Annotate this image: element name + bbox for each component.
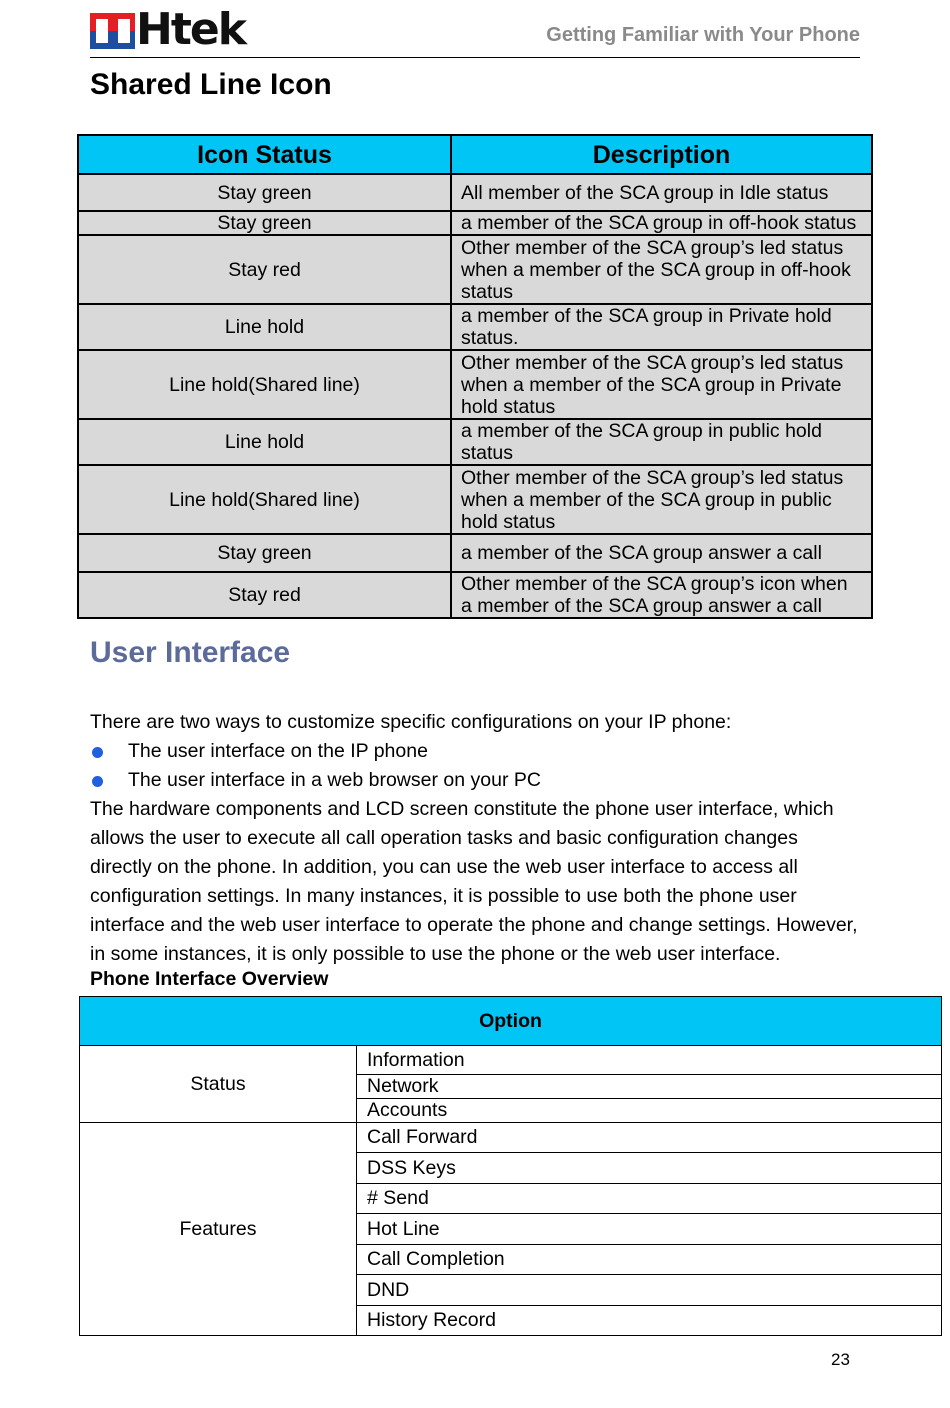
description-cell: Other member of the SCA group’s led status when a member of the SCA group in Private hold status xyxy=(451,350,872,419)
option-cell: Accounts xyxy=(357,1099,942,1123)
table-row xyxy=(78,350,872,419)
group-cell-features: Features xyxy=(80,1123,357,1336)
bullet-text: The user interface in a web browser on your PC xyxy=(128,769,541,791)
htek-logo xyxy=(90,4,260,55)
table-row xyxy=(78,304,872,350)
table-row xyxy=(80,1046,942,1075)
icon-status-cell: Line hold xyxy=(78,304,451,350)
bullet-text: The user interface on the IP phone xyxy=(128,740,428,762)
logo-mark-icon xyxy=(90,13,135,49)
table-row xyxy=(78,419,872,465)
description-cell: Other member of the SCA group’s icon when a member of the SCA group answer a call xyxy=(451,572,872,618)
table-row xyxy=(78,534,872,572)
bullet-dot-icon xyxy=(92,747,103,758)
shared-line-table xyxy=(77,134,873,619)
group-cell-status: Status xyxy=(80,1046,357,1123)
icon-status-cell: Line hold xyxy=(78,419,451,465)
description-cell: Other member of the SCA group’s led status when a member of the SCA group in public hold status xyxy=(451,465,872,534)
shared-line-heading: Shared Line Icon xyxy=(90,68,332,101)
description-cell: All member of the SCA group in Idle status xyxy=(451,174,872,211)
table-row xyxy=(78,572,872,618)
option-cell: History Record xyxy=(357,1306,942,1336)
option-cell: Call Completion xyxy=(357,1245,942,1275)
option-cell: DSS Keys xyxy=(357,1153,942,1184)
icon-status-cell: Stay green xyxy=(78,211,451,235)
table-row xyxy=(78,465,872,534)
option-cell: Call Forward xyxy=(357,1123,942,1153)
option-cell: DND xyxy=(357,1275,942,1306)
icon-status-cell: Stay green xyxy=(78,534,451,572)
option-cell: # Send xyxy=(357,1184,942,1214)
description-cell: a member of the SCA group in off-hook status xyxy=(451,211,872,235)
phone-overview-table xyxy=(79,996,942,1336)
icon-status-cell: Line hold(Shared line) xyxy=(78,465,451,534)
description-cell: a member of the SCA group in Private hold status. xyxy=(451,304,872,350)
column-header-icon-status: Icon Status xyxy=(78,135,451,174)
section-title: Getting Familiar with Your Phone xyxy=(546,24,860,46)
column-header-description: Description xyxy=(451,135,872,174)
option-header: Option xyxy=(80,997,942,1046)
phone-overview-heading: Phone Interface Overview xyxy=(90,968,329,990)
icon-status-cell: Stay green xyxy=(78,174,451,211)
user-interface-heading: User Interface xyxy=(90,636,291,669)
icon-status-cell: Stay red xyxy=(78,572,451,618)
table-row xyxy=(80,1123,942,1153)
logo-text: Htek xyxy=(136,4,245,55)
description-cell: a member of the SCA group answer a call xyxy=(451,534,872,572)
option-cell: Hot Line xyxy=(357,1214,942,1245)
option-cell: Network xyxy=(357,1075,942,1099)
page-number: 23 xyxy=(831,1350,850,1369)
icon-status-cell: Line hold(Shared line) xyxy=(78,350,451,419)
table-row xyxy=(78,211,872,235)
page-header xyxy=(90,4,860,58)
description-cell: a member of the SCA group in public hold status xyxy=(451,419,872,465)
icon-status-cell: Stay red xyxy=(78,235,451,304)
bullet-dot-icon xyxy=(92,776,103,787)
option-cell: Information xyxy=(357,1046,942,1075)
table-row xyxy=(78,174,872,211)
description-cell: Other member of the SCA group’s led status when a member of the SCA group in off-hook status xyxy=(451,235,872,304)
body-paragraph: The hardware components and LCD screen constitute the phone user interface, which allows the user to execute all call operation tasks and basic configuration changes directly on the phone. In addition, you can use the web user interface to access all configuration settings. In many instances, it is possible to use both the phone user interface and the web user interface to operate the phone and change settings. However, in some instances, it is only possible to use the phone or the web user interface. xyxy=(90,798,858,965)
intro-paragraph: There are two ways to customize specific configurations on your IP phone: xyxy=(90,711,732,733)
table-row xyxy=(78,235,872,304)
